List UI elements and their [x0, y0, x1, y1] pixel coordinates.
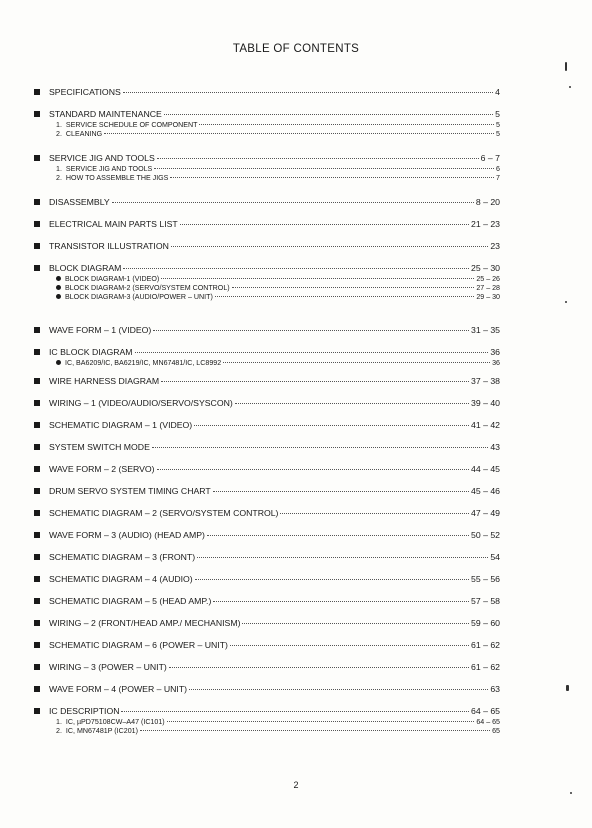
toc-entry-page: 55 – 56	[471, 574, 500, 584]
toc-entry-label: DISASSEMBLY	[49, 197, 110, 207]
toc-entry-page: 41 – 42	[471, 420, 500, 430]
toc-entry	[34, 551, 500, 564]
toc-sub-number: 2.	[56, 174, 62, 182]
toc-sub-row	[34, 174, 500, 183]
toc-sub-label: SERVICE JIG AND TOOLS	[65, 165, 153, 173]
toc-entry-label: SCHEMATIC DIAGRAM – 4 (AUDIO)	[49, 574, 193, 584]
toc-entry-label: SERVICE JIG AND TOOLS	[49, 153, 155, 163]
page-title: TABLE OF CONTENTS	[232, 43, 360, 55]
toc-main-row	[34, 507, 500, 520]
toc-entry-page: 8 – 20	[475, 197, 500, 207]
toc-entry-page: 31 – 35	[471, 325, 500, 335]
square-bullet-icon	[34, 155, 40, 161]
toc-entry	[34, 346, 500, 368]
square-bullet-icon	[34, 620, 40, 626]
dot-leader	[157, 157, 479, 159]
dot-leader	[123, 91, 493, 93]
toc-main-row	[34, 595, 500, 608]
dot-leader	[140, 729, 490, 731]
toc-entry-label: STANDARD MAINTENANCE	[49, 109, 162, 119]
toc-entry-page: 39 – 40	[471, 398, 500, 408]
toc-sub-row	[34, 275, 500, 284]
dot-leader	[280, 512, 469, 514]
toc-entry	[34, 152, 500, 183]
toc-entry-page: 47 – 49	[471, 508, 500, 518]
dot-leader	[169, 666, 469, 668]
toc-main-row	[34, 705, 500, 718]
toc-entry-page: 36	[490, 347, 500, 357]
toc-sub-page: 27 – 28	[476, 284, 500, 292]
square-bullet-icon	[34, 576, 40, 582]
toc-sub-number: 1.	[56, 165, 62, 173]
toc-entry-label: SCHEMATIC DIAGRAM – 2 (SERVO/SYSTEM CONTROL)	[49, 508, 279, 518]
toc-sub-row	[34, 121, 500, 130]
toc-sub-page: 65	[492, 727, 500, 735]
toc-main-row	[34, 397, 500, 410]
dot-leader	[171, 245, 488, 247]
square-bullet-icon	[34, 642, 40, 648]
toc-sub-label: IC, BA6209/IC, BA6219/IC, MN67481/IC, LC8992	[65, 359, 222, 367]
square-bullet-icon	[34, 422, 40, 428]
toc-sub-row	[34, 165, 500, 174]
scan-speck	[569, 86, 571, 88]
dot-leader	[207, 534, 469, 536]
toc-entry-label: IC BLOCK DIAGRAM	[49, 347, 133, 357]
dot-leader	[167, 720, 475, 722]
round-bullet-icon	[56, 360, 61, 365]
toc-entry	[34, 262, 500, 302]
square-bullet-icon	[34, 265, 40, 271]
dot-leader	[170, 176, 494, 178]
dot-leader	[213, 600, 469, 602]
toc-main-row	[34, 529, 500, 542]
toc-main-row	[34, 441, 500, 454]
square-bullet-icon	[34, 444, 40, 450]
toc-entry-label: SCHEMATIC DIAGRAM – 3 (FRONT)	[49, 552, 196, 562]
toc-entry	[34, 573, 500, 586]
toc-sub-label: CLEANING	[65, 130, 103, 138]
toc-main-row	[34, 661, 500, 674]
scan-speck	[566, 685, 569, 691]
dot-leader	[161, 380, 469, 382]
dot-leader	[157, 468, 469, 470]
toc-entry-label: SYSTEM SWITCH MODE	[49, 442, 150, 452]
dot-leader	[197, 556, 488, 558]
square-bullet-icon	[34, 598, 40, 604]
toc-entry	[34, 324, 500, 337]
toc-sub-page: 64 – 65	[476, 718, 500, 726]
toc-entry-label: WAVE FORM – 3 (AUDIO) (HEAD AMP)	[49, 530, 205, 540]
toc-main-row	[34, 108, 500, 121]
toc-sub-label: BLOCK DIAGRAM-2 (SERVO/SYSTEM CONTROL)	[65, 284, 230, 292]
toc-entry	[34, 196, 500, 209]
square-bullet-icon	[34, 378, 40, 384]
toc-entry	[34, 218, 500, 231]
square-bullet-icon	[34, 510, 40, 516]
scan-speck	[570, 792, 572, 794]
square-bullet-icon	[34, 686, 40, 692]
toc-entry-label: SPECIFICATIONS	[49, 87, 121, 97]
toc-entry-page: 25 – 30	[471, 263, 500, 273]
toc-main-row	[34, 218, 500, 231]
toc-entry-label: BLOCK DIAGRAM	[49, 263, 122, 273]
toc-entry	[34, 683, 500, 696]
toc-main-row	[34, 463, 500, 476]
toc-main-row	[34, 419, 500, 432]
square-bullet-icon	[34, 111, 40, 117]
toc-sub-page: 6	[496, 165, 500, 173]
toc-main-row	[34, 240, 500, 253]
toc-entry-page: 63	[490, 684, 500, 694]
toc-main-row	[34, 262, 500, 275]
dot-leader	[223, 361, 490, 363]
dot-leader	[135, 351, 489, 353]
toc-entry-page: 6 – 7	[480, 153, 500, 163]
dot-leader	[199, 123, 494, 125]
toc-main-row	[34, 86, 500, 99]
toc-sub-label: HOW TO ASSEMBLE THE JIGS	[65, 174, 169, 182]
dot-leader	[235, 402, 469, 404]
toc-entry-label: SCHEMATIC DIAGRAM – 1 (VIDEO)	[49, 420, 193, 430]
square-bullet-icon	[34, 221, 40, 227]
square-bullet-icon	[34, 199, 40, 205]
dot-leader	[215, 295, 475, 297]
toc-sub-number: 1.	[56, 121, 62, 129]
toc-sub-row	[34, 293, 500, 302]
page-number: 2	[293, 780, 299, 790]
toc-entry	[34, 595, 500, 608]
toc-entry	[34, 639, 500, 652]
toc-entry-page: 61 – 62	[471, 662, 500, 672]
square-bullet-icon	[34, 89, 40, 95]
toc-sub-number: 1.	[56, 718, 62, 726]
toc-entry-label: WAVE FORM – 1 (VIDEO)	[49, 325, 152, 335]
square-bullet-icon	[34, 532, 40, 538]
square-bullet-icon	[34, 327, 40, 333]
toc-entry-page: 45 – 46	[471, 486, 500, 496]
toc-entry	[34, 86, 500, 99]
toc-sub-number: 2.	[56, 727, 62, 735]
toc-entry-page: 23	[490, 241, 500, 251]
toc-main-row	[34, 573, 500, 586]
toc-main-row	[34, 683, 500, 696]
toc-entry	[34, 240, 500, 253]
toc-sub-label: IC, MN67481P (IC201)	[65, 727, 138, 735]
dot-leader	[123, 267, 469, 269]
toc-entry-page: 59 – 60	[471, 618, 500, 628]
toc-entry	[34, 375, 500, 388]
toc-sub-page: 7	[496, 174, 500, 182]
toc-sub-row	[34, 130, 500, 139]
toc-entry-label: WIRING – 1 (VIDEO/AUDIO/SERVO/SYSCON)	[49, 398, 233, 408]
toc-entry	[34, 617, 500, 630]
toc-entry	[34, 463, 500, 476]
toc-entry-page: 57 – 58	[471, 596, 500, 606]
toc-entry-page: 21 – 23	[471, 219, 500, 229]
dot-leader	[154, 167, 494, 169]
square-bullet-icon	[34, 554, 40, 560]
toc-sub-label: IC, µPD75108CW–A47 (IC101)	[65, 718, 165, 726]
dot-leader	[232, 286, 475, 288]
toc-entry-page: 44 – 45	[471, 464, 500, 474]
toc-entry-label: WAVE FORM – 2 (SERVO)	[49, 464, 155, 474]
square-bullet-icon	[34, 349, 40, 355]
toc-entry	[34, 507, 500, 520]
toc-entry-page: 4	[495, 87, 500, 97]
dot-leader	[180, 223, 469, 225]
toc-entry-label: DRUM SERVO SYSTEM TIMING CHART	[49, 486, 211, 496]
toc-entry-label: WIRING – 2 (FRONT/HEAD AMP./ MECHANISM)	[49, 618, 241, 628]
dot-leader	[189, 688, 488, 690]
toc-sub-label: BLOCK DIAGRAM-1 (VIDEO)	[65, 275, 160, 283]
toc-entry-page: 5	[495, 109, 500, 119]
toc-sub-page: 29 – 30	[476, 293, 500, 301]
dot-leader	[153, 329, 469, 331]
round-bullet-icon	[56, 294, 61, 299]
toc-entry-label: IC DESCRIPTION	[49, 706, 120, 716]
square-bullet-icon	[34, 488, 40, 494]
toc-main-row	[34, 551, 500, 564]
round-bullet-icon	[56, 285, 61, 290]
dot-leader	[104, 132, 494, 134]
toc-main-row	[34, 196, 500, 209]
toc-sub-row	[34, 718, 500, 727]
toc-main-row	[34, 485, 500, 498]
toc-entry-label: WAVE FORM – 4 (POWER – UNIT)	[49, 684, 188, 694]
toc-entry-label: ELECTRICAL MAIN PARTS LIST	[49, 219, 178, 229]
toc-sub-page: 5	[496, 130, 500, 138]
scan-speck	[565, 301, 567, 303]
dot-leader	[152, 446, 488, 448]
square-bullet-icon	[34, 243, 40, 249]
toc-entry-label: SCHEMATIC DIAGRAM – 6 (POWER – UNIT)	[49, 640, 228, 650]
toc-sub-number: 2.	[56, 130, 62, 138]
dot-leader	[112, 201, 474, 203]
toc-main-row	[34, 617, 500, 630]
toc-entry-label: TRANSISTOR ILLUSTRATION	[49, 241, 169, 251]
toc-entry	[34, 419, 500, 432]
square-bullet-icon	[34, 708, 40, 714]
toc-entry-page: 37 – 38	[471, 376, 500, 386]
toc-entry-page: 43	[490, 442, 500, 452]
toc-sub-page: 5	[496, 121, 500, 129]
toc-main-row	[34, 152, 500, 165]
square-bullet-icon	[34, 466, 40, 472]
toc-entry	[34, 441, 500, 454]
dot-leader	[161, 277, 474, 279]
toc-sub-page: 36	[492, 359, 500, 367]
toc-sub-page: 25 – 26	[476, 275, 500, 283]
toc-entry	[34, 485, 500, 498]
scan-speck	[565, 62, 567, 71]
dot-leader	[195, 578, 469, 580]
toc-main-row	[34, 346, 500, 359]
dot-leader	[242, 622, 469, 624]
toc-sub-row	[34, 359, 500, 368]
dot-leader	[213, 490, 469, 492]
toc-entry-label: WIRING – 3 (POWER – UNIT)	[49, 662, 167, 672]
dot-leader	[164, 113, 493, 115]
dot-leader	[194, 424, 469, 426]
toc-entry-page: 64 – 65	[471, 706, 500, 716]
dot-leader	[121, 710, 469, 712]
round-bullet-icon	[56, 276, 61, 281]
toc-entry-label: SCHEMATIC DIAGRAM – 5 (HEAD AMP.)	[49, 596, 212, 606]
toc-entry	[34, 108, 500, 139]
square-bullet-icon	[34, 664, 40, 670]
toc-entry	[34, 529, 500, 542]
toc-main-row	[34, 324, 500, 337]
toc-sub-label: BLOCK DIAGRAM-3 (AUDIO/POWER – UNIT)	[65, 293, 213, 301]
toc-entry-page: 54	[490, 552, 500, 562]
toc-sub-row	[34, 284, 500, 293]
toc-entry-label: WIRE HARNESS DIAGRAM	[49, 376, 160, 386]
dot-leader	[230, 644, 469, 646]
toc-sub-label: SERVICE SCHEDULE OF COMPONENT	[65, 121, 198, 129]
square-bullet-icon	[34, 400, 40, 406]
toc-entry	[34, 397, 500, 410]
toc-main-row	[34, 639, 500, 652]
toc-entry-page: 61 – 62	[471, 640, 500, 650]
toc-sub-row	[34, 727, 500, 736]
toc-main-row	[34, 375, 500, 388]
toc-entry-page: 50 – 52	[471, 530, 500, 540]
toc-entry	[34, 661, 500, 674]
toc-entry	[34, 705, 500, 736]
